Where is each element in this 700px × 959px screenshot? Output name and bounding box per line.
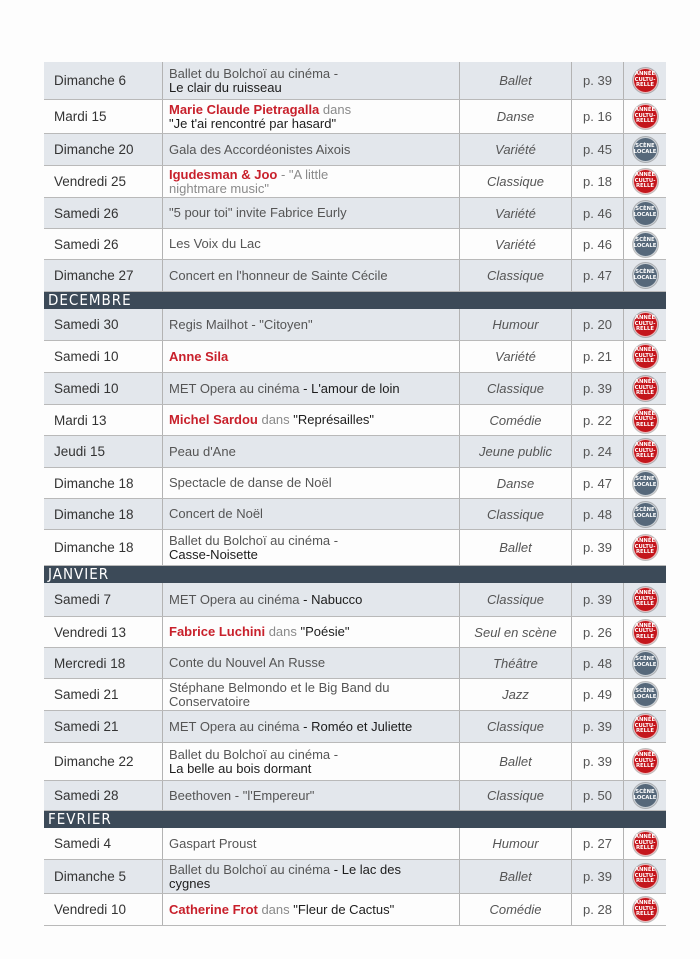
scene-locale-badge: SCÈNE LOCALE bbox=[633, 502, 658, 527]
event-row bbox=[44, 617, 666, 648]
badge-cell bbox=[623, 436, 666, 467]
event-genre: Classique bbox=[459, 260, 571, 291]
title-segment: - L'amour de loin bbox=[299, 380, 400, 396]
event-genre: Variété bbox=[459, 198, 571, 228]
event-title bbox=[162, 405, 459, 435]
event-title-text bbox=[169, 789, 314, 803]
annee-culturelle-badge: ANNÉE CULTU- RELLE bbox=[633, 897, 658, 922]
event-page-ref: p. 47 bbox=[571, 260, 623, 291]
event-page-ref: p. 48 bbox=[571, 499, 623, 529]
month-header bbox=[44, 292, 666, 309]
badge-cell bbox=[623, 373, 666, 404]
event-row bbox=[44, 166, 666, 198]
event-page-ref: p. 24 bbox=[571, 436, 623, 467]
event-row bbox=[44, 260, 666, 292]
event-title-text bbox=[169, 593, 362, 607]
event-date: Samedi 10 bbox=[54, 381, 119, 396]
badge-cell bbox=[623, 781, 666, 810]
event-title bbox=[162, 468, 459, 498]
event-row bbox=[44, 198, 666, 229]
event-date: Samedi 26 bbox=[54, 236, 119, 252]
event-page-ref: p. 20 bbox=[571, 309, 623, 340]
event-title bbox=[162, 781, 459, 810]
event-title-text bbox=[169, 681, 389, 709]
event-genre: Classique bbox=[459, 373, 571, 404]
badge-cell bbox=[623, 679, 666, 710]
event-date: Dimanche 5 bbox=[54, 869, 127, 884]
title-segment: La belle au bois dormant bbox=[169, 760, 312, 776]
event-date: Samedi 28 bbox=[54, 788, 119, 803]
event-page-ref: p. 39 bbox=[571, 62, 623, 99]
event-title bbox=[162, 679, 459, 710]
event-page-ref: p. 21 bbox=[571, 341, 623, 372]
event-row bbox=[44, 860, 666, 894]
event-date: Samedi 26 bbox=[54, 205, 119, 221]
badge-cell bbox=[623, 894, 666, 925]
event-page-ref: p. 27 bbox=[571, 828, 623, 859]
event-page-ref: p. 39 bbox=[571, 373, 623, 404]
title-segment: Les Voix du Lac bbox=[169, 236, 261, 251]
event-page-ref: p. 39 bbox=[571, 711, 623, 742]
badge-cell bbox=[623, 711, 666, 742]
title-segment: Beethoven - "l'Empereur" bbox=[169, 787, 315, 803]
event-title-text bbox=[169, 748, 338, 776]
event-title-text bbox=[169, 382, 400, 396]
month-label: FEVRIER bbox=[48, 810, 112, 828]
event-row bbox=[44, 405, 666, 436]
event-genre: Variété bbox=[459, 134, 571, 165]
month-header bbox=[44, 566, 666, 583]
annee-culturelle-badge: ANNÉE CULTU- RELLE bbox=[633, 408, 658, 433]
title-segment: "Je t'ai rencontré par hasard" bbox=[169, 115, 337, 131]
badge-cell bbox=[623, 405, 666, 435]
annee-culturelle-badge: ANNÉE CULTU- RELLE bbox=[633, 68, 658, 93]
badge-cell bbox=[623, 198, 666, 228]
event-page-ref: p. 26 bbox=[571, 617, 623, 647]
badge-cell bbox=[623, 100, 666, 133]
event-date: Samedi 4 bbox=[54, 836, 112, 851]
month-label: JANVIER bbox=[48, 565, 110, 583]
event-title bbox=[162, 860, 459, 893]
event-title-text bbox=[169, 168, 328, 196]
event-title-text bbox=[169, 103, 351, 131]
event-date: Mardi 13 bbox=[54, 412, 107, 428]
badge-cell bbox=[623, 260, 666, 291]
event-title-text bbox=[169, 476, 332, 490]
event-genre: Jazz bbox=[459, 679, 571, 710]
badge-cell bbox=[623, 166, 666, 197]
event-page-ref: p. 39 bbox=[571, 583, 623, 616]
title-segment: cygnes bbox=[169, 875, 211, 891]
event-genre: Classique bbox=[459, 781, 571, 810]
event-date: Dimanche 6 bbox=[54, 73, 127, 88]
title-segment: Gaspart Proust bbox=[169, 835, 257, 851]
event-schedule-table bbox=[44, 62, 666, 926]
event-genre: Théâtre bbox=[459, 648, 571, 678]
title-segment: Le clair du ruisseau bbox=[169, 79, 282, 95]
event-title bbox=[162, 711, 459, 742]
event-title bbox=[162, 894, 459, 925]
event-title-text bbox=[169, 903, 394, 917]
event-row bbox=[44, 781, 666, 811]
scene-locale-badge: SCÈNE LOCALE bbox=[633, 651, 658, 676]
performer-name: Catherine Frot bbox=[169, 901, 258, 917]
event-page-ref: p. 16 bbox=[571, 100, 623, 133]
event-genre: Seul en scène bbox=[459, 617, 571, 647]
event-date: Vendredi 13 bbox=[54, 624, 127, 640]
event-title bbox=[162, 743, 459, 780]
event-row bbox=[44, 530, 666, 566]
event-title-text bbox=[169, 143, 350, 157]
annee-culturelle-badge: ANNÉE CULTU- RELLE bbox=[633, 749, 658, 774]
event-row bbox=[44, 679, 666, 711]
event-date: Samedi 10 bbox=[54, 349, 119, 364]
event-genre: Comédie bbox=[459, 894, 571, 925]
badge-cell bbox=[623, 309, 666, 340]
event-row bbox=[44, 134, 666, 166]
title-segment: Conservatoire bbox=[169, 693, 250, 709]
event-row bbox=[44, 309, 666, 341]
event-date: Dimanche 18 bbox=[54, 475, 134, 491]
badge-cell bbox=[623, 499, 666, 529]
event-date: Dimanche 18 bbox=[54, 540, 134, 555]
annee-culturelle-badge: ANNÉE CULTU- RELLE bbox=[633, 864, 658, 889]
event-page-ref: p. 49 bbox=[571, 679, 623, 710]
performer-name: Michel Sardou bbox=[169, 412, 258, 427]
title-segment: Ballet du Bolchoï au cinéma - bbox=[169, 65, 339, 81]
event-title bbox=[162, 166, 459, 197]
event-date: Samedi 7 bbox=[54, 592, 112, 607]
badge-cell bbox=[623, 530, 666, 565]
title-segment: dans bbox=[257, 901, 294, 917]
event-title-text bbox=[169, 318, 313, 332]
badge-cell bbox=[623, 648, 666, 678]
event-title bbox=[162, 229, 459, 259]
performer-name: Marie Claude Pietragalla bbox=[169, 101, 320, 117]
event-date: Dimanche 22 bbox=[54, 754, 134, 769]
title-segment: Ballet du Bolchoï au cinéma - bbox=[169, 532, 339, 548]
event-row bbox=[44, 743, 666, 781]
event-title bbox=[162, 62, 459, 99]
title-segment: Ballet du Bolchoï au cinéma bbox=[169, 861, 331, 877]
event-title bbox=[162, 530, 459, 565]
performer-name: Anne Sila bbox=[169, 348, 229, 364]
title-segment: "Représailles" bbox=[293, 412, 375, 427]
annee-culturelle-badge: ANNÉE CULTU- RELLE bbox=[633, 376, 658, 401]
scene-locale-badge: SCÈNE LOCALE bbox=[633, 232, 658, 257]
event-title bbox=[162, 648, 459, 678]
event-title bbox=[162, 436, 459, 467]
scene-locale-badge: SCÈNE LOCALE bbox=[633, 471, 658, 496]
annee-culturelle-badge: ANNÉE CULTU- RELLE bbox=[633, 344, 658, 369]
event-title-text bbox=[169, 237, 261, 251]
event-genre: Classique bbox=[459, 583, 571, 616]
event-title bbox=[162, 341, 459, 372]
event-genre: Classique bbox=[459, 166, 571, 197]
event-row bbox=[44, 229, 666, 260]
title-segment: Conte du Nouvel An Russe bbox=[169, 655, 326, 670]
annee-culturelle-badge: ANNÉE CULTU- RELLE bbox=[633, 831, 658, 856]
event-row bbox=[44, 100, 666, 134]
event-page-ref: p. 46 bbox=[571, 198, 623, 228]
title-segment: Spectacle de danse de Noël bbox=[169, 475, 332, 490]
event-date: Jeudi 15 bbox=[54, 444, 106, 459]
event-row bbox=[44, 711, 666, 743]
event-page-ref: p. 47 bbox=[571, 468, 623, 498]
event-genre: Classique bbox=[459, 711, 571, 742]
badge-cell bbox=[623, 828, 666, 859]
event-date: Samedi 21 bbox=[54, 719, 119, 734]
event-genre: Ballet bbox=[459, 743, 571, 780]
title-segment: - "A little bbox=[277, 166, 329, 182]
title-segment: "Fleur de Cactus" bbox=[293, 901, 395, 917]
event-date: Dimanche 18 bbox=[54, 506, 134, 522]
badge-cell bbox=[623, 617, 666, 647]
event-title-text bbox=[169, 863, 401, 891]
event-title-text bbox=[169, 507, 263, 521]
title-segment: "5 pour toi" invite Fabrice Eurly bbox=[169, 205, 347, 220]
event-title bbox=[162, 309, 459, 340]
event-page-ref: p. 22 bbox=[571, 405, 623, 435]
event-date: Mercredi 18 bbox=[54, 655, 126, 671]
title-segment: Peau d'Ane bbox=[169, 443, 236, 459]
badge-cell bbox=[623, 229, 666, 259]
annee-culturelle-badge: ANNÉE CULTU- RELLE bbox=[633, 587, 658, 612]
event-page-ref: p. 39 bbox=[571, 530, 623, 565]
scene-locale-badge: SCÈNE LOCALE bbox=[633, 783, 658, 808]
event-date: Samedi 30 bbox=[54, 317, 119, 332]
month-label: DECEMBRE bbox=[48, 291, 132, 309]
event-title-text bbox=[169, 534, 338, 562]
title-segment: Gala des Accordéonistes Aixois bbox=[169, 141, 351, 157]
title-segment: Concert de Noël bbox=[169, 506, 263, 521]
event-title-text bbox=[169, 656, 325, 670]
event-row bbox=[44, 828, 666, 860]
event-page-ref: p. 48 bbox=[571, 648, 623, 678]
annee-culturelle-badge: ANNÉE CULTU- RELLE bbox=[633, 439, 658, 464]
event-title bbox=[162, 617, 459, 647]
scene-locale-badge: SCÈNE LOCALE bbox=[633, 201, 658, 226]
title-segment: Regis Mailhot - "Citoyen" bbox=[169, 316, 313, 332]
event-title bbox=[162, 198, 459, 228]
event-title-text bbox=[169, 413, 374, 427]
badge-cell bbox=[623, 134, 666, 165]
title-segment: nightmare music" bbox=[169, 180, 269, 196]
event-row bbox=[44, 894, 666, 926]
event-page-ref: p. 18 bbox=[571, 166, 623, 197]
title-segment: Stéphane Belmondo et le Big Band du bbox=[169, 679, 390, 695]
event-genre: Humour bbox=[459, 309, 571, 340]
title-segment: dans bbox=[319, 101, 352, 117]
event-genre: Variété bbox=[459, 229, 571, 259]
event-row bbox=[44, 373, 666, 405]
title-segment: MET Opera au cinéma bbox=[169, 591, 300, 607]
title-segment: - Nabucco bbox=[299, 591, 363, 607]
title-segment: Casse-Noisette bbox=[169, 546, 258, 562]
event-genre: Ballet bbox=[459, 62, 571, 99]
event-row bbox=[44, 648, 666, 679]
event-title-text bbox=[169, 269, 388, 283]
event-title-text bbox=[169, 67, 338, 95]
event-date: Vendredi 25 bbox=[54, 174, 127, 189]
title-segment: - Roméo et Juliette bbox=[299, 718, 413, 734]
month-header bbox=[44, 811, 666, 828]
title-segment: Ballet du Bolchoï au cinéma - bbox=[169, 746, 339, 762]
event-page-ref: p. 45 bbox=[571, 134, 623, 165]
performer-name: Igudesman & Joo bbox=[169, 166, 278, 182]
event-title-text bbox=[169, 350, 228, 364]
event-row bbox=[44, 341, 666, 373]
event-title bbox=[162, 100, 459, 133]
event-row bbox=[44, 468, 666, 499]
event-row bbox=[44, 436, 666, 468]
event-date: Samedi 21 bbox=[54, 687, 119, 702]
event-date: Dimanche 27 bbox=[54, 268, 134, 283]
event-title-text bbox=[169, 720, 412, 734]
event-genre: Jeune public bbox=[459, 436, 571, 467]
performer-name: Fabrice Luchini bbox=[169, 624, 266, 639]
event-genre: Humour bbox=[459, 828, 571, 859]
event-title bbox=[162, 373, 459, 404]
annee-culturelle-badge: ANNÉE CULTU- RELLE bbox=[633, 104, 658, 129]
annee-culturelle-badge: ANNÉE CULTU- RELLE bbox=[633, 535, 658, 560]
event-title bbox=[162, 828, 459, 859]
event-title bbox=[162, 499, 459, 529]
event-page-ref: p. 39 bbox=[571, 743, 623, 780]
event-row bbox=[44, 62, 666, 100]
event-title bbox=[162, 260, 459, 291]
title-segment: MET Opera au cinéma bbox=[169, 718, 300, 734]
badge-cell bbox=[623, 468, 666, 498]
title-segment: dans bbox=[257, 412, 294, 427]
event-genre: Classique bbox=[459, 499, 571, 529]
title-segment: dans bbox=[265, 624, 301, 639]
scene-locale-badge: SCÈNE LOCALE bbox=[633, 137, 658, 162]
badge-cell bbox=[623, 743, 666, 780]
event-row bbox=[44, 583, 666, 617]
event-date: Vendredi 10 bbox=[54, 902, 127, 917]
event-date: Dimanche 20 bbox=[54, 142, 134, 157]
event-page-ref: p. 50 bbox=[571, 781, 623, 810]
scene-locale-badge: SCÈNE LOCALE bbox=[633, 263, 658, 288]
event-genre: Ballet bbox=[459, 530, 571, 565]
scene-locale-badge: SCÈNE LOCALE bbox=[633, 682, 658, 707]
badge-cell bbox=[623, 341, 666, 372]
event-row bbox=[44, 499, 666, 530]
title-segment: Concert en l'honneur de Sainte Cécile bbox=[169, 267, 388, 283]
title-segment: "Poésie" bbox=[300, 624, 350, 639]
event-title-text bbox=[169, 837, 256, 851]
annee-culturelle-badge: ANNÉE CULTU- RELLE bbox=[633, 312, 658, 337]
event-date: Mardi 15 bbox=[54, 109, 107, 124]
annee-culturelle-badge: ANNÉE CULTU- RELLE bbox=[633, 620, 658, 645]
event-title-text bbox=[169, 625, 349, 639]
event-genre: Danse bbox=[459, 100, 571, 133]
event-title bbox=[162, 134, 459, 165]
badge-cell bbox=[623, 860, 666, 893]
annee-culturelle-badge: ANNÉE CULTU- RELLE bbox=[633, 169, 658, 194]
title-segment: MET Opera au cinéma bbox=[169, 380, 300, 396]
event-title bbox=[162, 583, 459, 616]
event-title-text bbox=[169, 445, 236, 459]
badge-cell bbox=[623, 583, 666, 616]
event-page-ref: p. 46 bbox=[571, 229, 623, 259]
event-genre: Ballet bbox=[459, 860, 571, 893]
event-genre: Danse bbox=[459, 468, 571, 498]
event-page-ref: p. 28 bbox=[571, 894, 623, 925]
event-genre: Comédie bbox=[459, 405, 571, 435]
badge-cell bbox=[623, 62, 666, 99]
annee-culturelle-badge: ANNÉE CULTU- RELLE bbox=[633, 714, 658, 739]
event-title-text bbox=[169, 206, 347, 220]
event-genre: Variété bbox=[459, 341, 571, 372]
title-segment: - Le lac des bbox=[330, 861, 401, 877]
event-page-ref: p. 39 bbox=[571, 860, 623, 893]
